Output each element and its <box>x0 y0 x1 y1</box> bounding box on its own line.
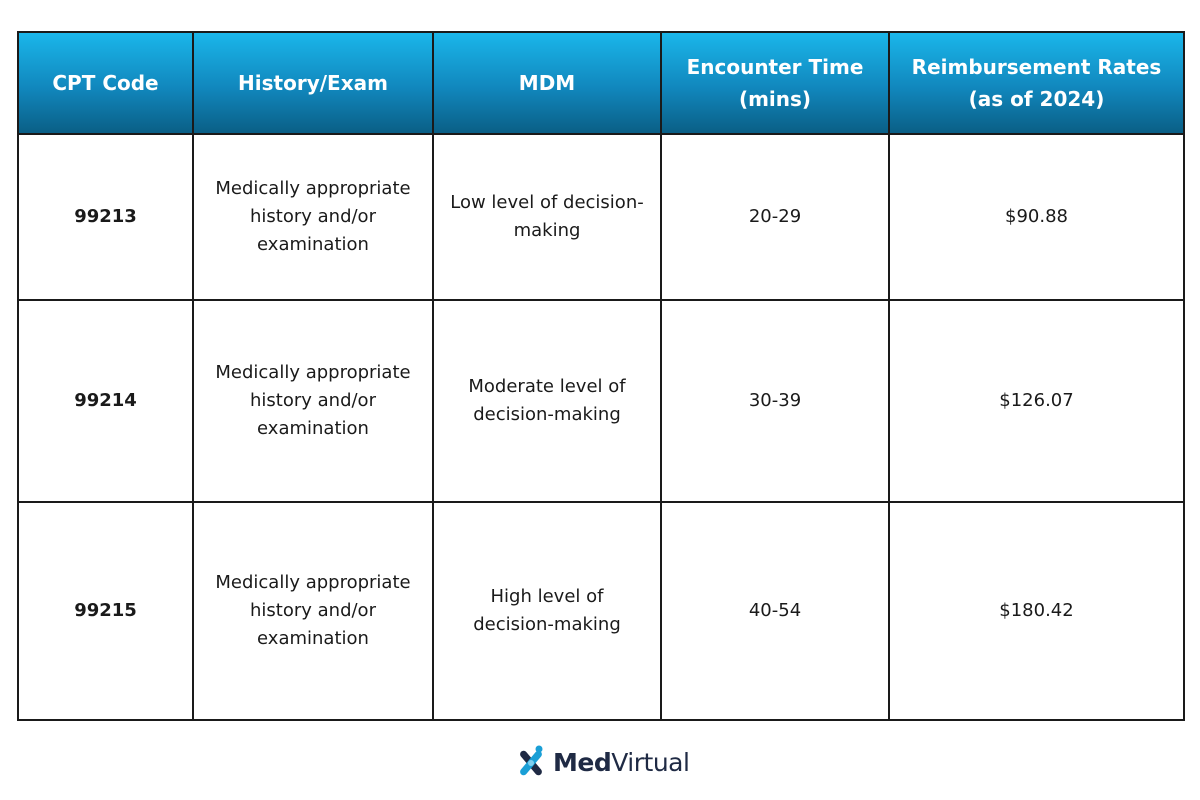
history-exam-cell <box>193 300 433 502</box>
history-line: Medically appropriate <box>215 178 411 199</box>
header-mdm <box>433 32 661 134</box>
header-encounter-time-line2: (mins) <box>738 87 812 111</box>
table-row <box>18 134 1184 300</box>
encounter-time-cell <box>661 502 889 720</box>
header-reimbursement-line1: Reimbursement Rates <box>911 55 1162 79</box>
header-reimbursement-line2: (as of 2024) <box>968 87 1105 111</box>
history-line: examination <box>257 418 369 439</box>
history-line: history and/or <box>250 390 376 411</box>
history-line: examination <box>257 628 369 649</box>
mdm-line: High level of <box>490 586 604 607</box>
cpt-code-cell <box>18 502 193 720</box>
header-encounter-time-line1: Encounter Time <box>686 55 864 79</box>
history-line: examination <box>257 234 369 255</box>
mdm-cell <box>433 502 661 720</box>
medvirtual-logo <box>515 742 689 782</box>
medvirtual-cross-icon <box>515 744 547 780</box>
encounter-time-value: 30-39 <box>748 390 802 411</box>
header-history-exam-text: History/Exam <box>238 71 388 95</box>
reimbursement-rate-cell <box>889 502 1184 720</box>
reimbursement-rate-value: $90.88 <box>1005 206 1068 227</box>
cpt-code-value: 99213 <box>74 206 137 227</box>
header-cpt-code <box>18 32 193 134</box>
cpt-code-table-container <box>17 31 1183 721</box>
mdm-line: Low level of decision- <box>450 192 644 213</box>
table-row <box>18 502 1184 720</box>
mdm-line: decision-making <box>473 614 621 635</box>
mdm-line: decision-making <box>473 404 621 425</box>
cpt-code-value: 99215 <box>74 600 137 621</box>
history-exam-cell <box>193 502 433 720</box>
mdm-cell <box>433 134 661 300</box>
medvirtual-wordmark <box>553 748 689 777</box>
history-exam-cell <box>193 134 433 300</box>
encounter-time-value: 40-54 <box>748 600 802 621</box>
history-line: history and/or <box>250 206 376 227</box>
encounter-time-cell <box>661 300 889 502</box>
mdm-line: making <box>513 220 581 241</box>
encounter-time-cell <box>661 134 889 300</box>
table-row <box>18 300 1184 502</box>
encounter-time-value: 20-29 <box>748 206 802 227</box>
header-encounter-time <box>661 32 889 134</box>
history-line: history and/or <box>250 600 376 621</box>
logo-text-bold: Med <box>553 747 612 777</box>
reimbursement-rate-cell <box>889 300 1184 502</box>
mdm-cell <box>433 300 661 502</box>
header-cpt-code-text: CPT Code <box>52 71 159 95</box>
reimbursement-rate-value: $180.42 <box>999 600 1074 621</box>
header-reimbursement-rates <box>889 32 1184 134</box>
reimbursement-rate-cell <box>889 134 1184 300</box>
mdm-line: Moderate level of <box>468 376 626 397</box>
cpt-code-cell <box>18 300 193 502</box>
logo-text-regular: Virtual <box>611 747 690 777</box>
reimbursement-rate-value: $126.07 <box>999 390 1074 411</box>
cpt-code-cell <box>18 134 193 300</box>
cpt-code-value: 99214 <box>74 390 137 411</box>
table-header-row <box>18 32 1184 134</box>
cpt-code-table <box>17 31 1185 721</box>
header-mdm-text: MDM <box>518 71 576 95</box>
history-line: Medically appropriate <box>215 572 411 593</box>
header-history-exam <box>193 32 433 134</box>
history-line: Medically appropriate <box>215 362 411 383</box>
